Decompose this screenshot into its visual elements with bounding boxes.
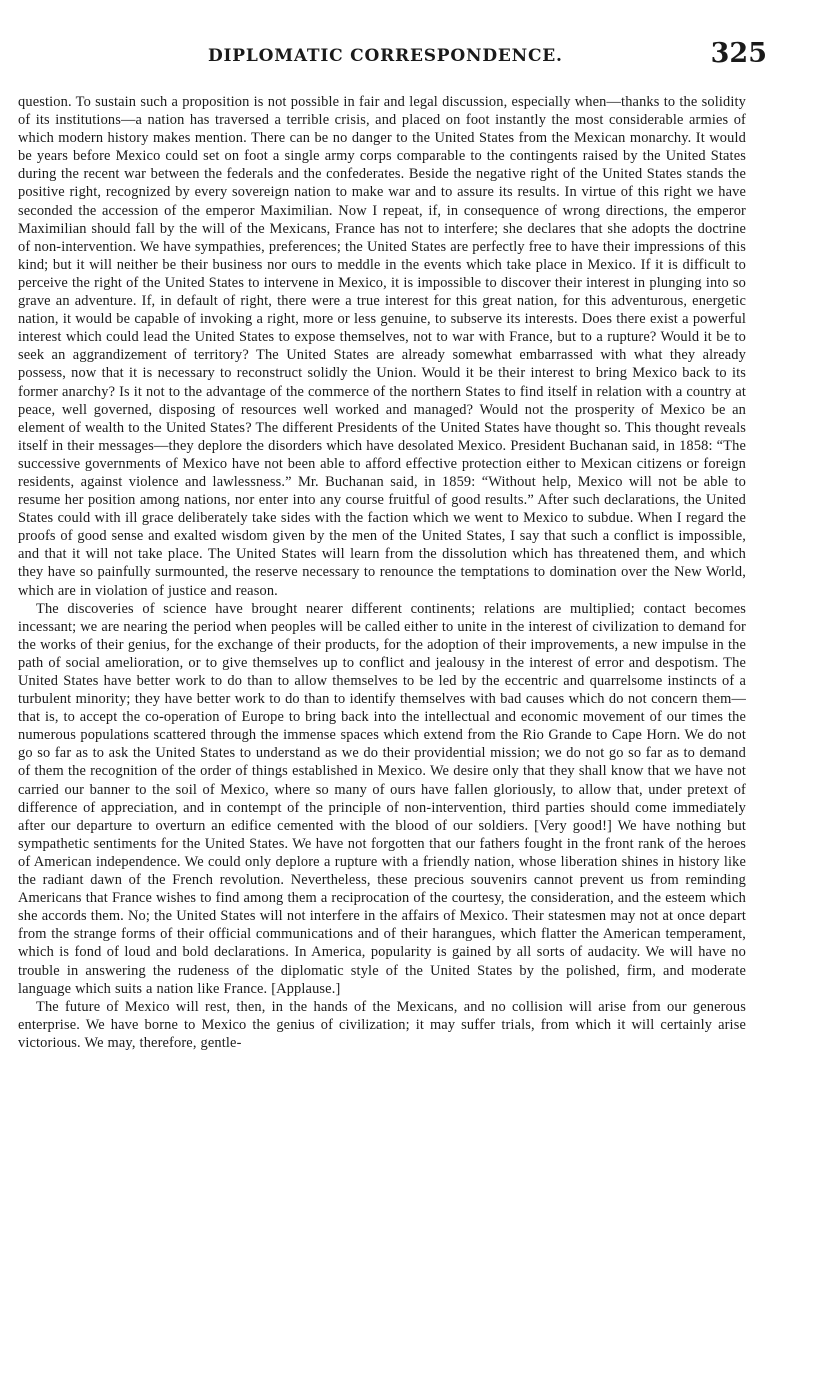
body-text bbox=[18, 93, 746, 1052]
paragraph-future-of-mexico: The future of Mexico will rest, then, in the hands of the Mexicans, and no collision will arise from our generous enterprise. We have borne to Mexico the genius of civilization; it may suffer trials, from which it will certainly arise victorious. We may, therefore, gentle- bbox=[18, 998, 746, 1051]
paragraph-discoveries: The discoveries of science have brought nearer different continents; relations are multiplied; contact becomes incessant; we are nearing the period when peoples will be called either to unite in the interest of civilization to demand for the works of their genius, for the exchange of their products, for the adoption of their improvements, a new impulse in the path of social amelioration, or to give themselves up to conflict and jealousy in the interest of error and despotism. The United States have better work to do than to allow themselves to be led by the eccentric and quarrelsome instincts of a turbulent minority; they have better work to do than to identify themselves with bad causes which do not concern them—that is, to accept the co-operation of Europe to bring back into the intellectual and economic movement of our times the numerous populations scattered through the immense spaces which extend from the Rio Grande to Cape Horn. We do not go so far as to ask the United States to understand as we do their providential mission; we do not go so far as to demand of them the recognition of the order of things established in Mexico. We desire only that they shall know that we have not carried our banner to the soil of Mexico, where so many of ours have fallen gloriously, to allow that, under pretext of difference of appreciation, and in contempt of the principle of non-intervention, third parties should come immediately after our departure to overturn an edifice cemented with the blood of our soldiers. [Very good!] We have nothing but sympathetic sentiments for the United States. We have not forgotten that our fathers fought in the front rank of the heroes of American independence. We could only deplore a rupture with a friendly nation, whose liberation shines in history like the radiant dawn of the French revolution. Nevertheless, these precious souvenirs cannot prevent us from reminding Americans that France wishes to find among them a reciprocation of the courtesy, the consideration, and the esteem which she accords them. No; the United States will not interfere in the affairs of Mexico. Their statesmen may not at once depart from the strange forms of their official communications and of their harangues, which flatter the American temperament, which is fond of loud and bold declarations. In America, popularity is gained by all sorts of audacity. We will have no trouble in answering the rudeness of the diplomatic style of the United States by the polished, firm, and moderate language which suits a nation like France. [Applause.] bbox=[18, 600, 746, 997]
page-number: 325 bbox=[710, 38, 767, 69]
paragraph-continued: question. To sustain such a proposition is not possible in fair and legal discussion, especially when—thanks to the solidity of its institutions—a nation has traversed a terrible crisis, and placed on foot instantly the most considerable armies of which modern history makes mention. There can be no danger to the United States from the Mexican monarchy. It would be years before Mexico could set on foot a single army corps comparable to the contingents raised by the United States during the recent war between the federals and the confederates. Beside the negative right of the United States stands the positive right, recognized by every sovereign nation to make war and to assure its results. In virtue of this right we have seconded the accession of the emperor Maximilian. Now I repeat, if, in consequence of wrong directions, the emperor Maximilian should fall by the will of the Mexicans, France has not to interfere; she declares that she adopts the doctrine of non-intervention. We have sympathies, preferences; the United States are perfectly free to have their impressions of this kind; but it will neither be their business nor ours to meddle in the events which take place in Mexico. If it is difficult to perceive the right of the United States to intervene in Mexico, it is impossible to discover their interest in plunging into so grave an adventure. If, in default of right, there were a true interest for this great nation, for this adventurous, energetic nation, it would be capable of invoking a right, more or less genuine, to subserve its interests. Does there exist a powerful interest which could lead the United States to expose themselves, not to war with France, but to a rupture? Would it be to seek an aggrandizement of territory? The United States are already somewhat embarrassed with what they already possess, now that it is necessary to reconstruct solidly the Union. Would it be their interest to bring Mexico back to its former anarchy? Is it not to the advantage of the commerce of the northern States to find itself in relation with a country at peace, well governed, disposing of resources well worked and managed? Would not the prosperity of Mexico be an element of wealth to the United States? The different Presidents of the United States have thought so. This thought reveals itself in their messages—they deplore the disorders which have desolated Mexico. President Buchanan said, in 1858: “The successive governments of Mexico have not been able to afford effective protection either to Mexican citizens or foreign residents, against violence and lawlessness.” Mr. Buchanan said, in 1859: “Without help, Mexico will not be able to resume her position among nations, nor enter into any course fruitful of good results.” After such declarations, the United States could with ill grace deliberately take sides with the faction which we went to Mexico to subdue. When I regard the proofs of good sense and exalted wisdom given by the men of the United States, I say that such a conflict is impossible, and that it will not take place. The United States will learn from the dissolution which has threatened them, and which they have so painfully surmounted, the reserve necessary to renounce the temptations to domination over the New World, which are in violation of justice and reason. bbox=[18, 94, 747, 599]
page-header bbox=[18, 38, 767, 72]
running-title: DIPLOMATIC CORRESPONDENCE. bbox=[208, 46, 563, 66]
